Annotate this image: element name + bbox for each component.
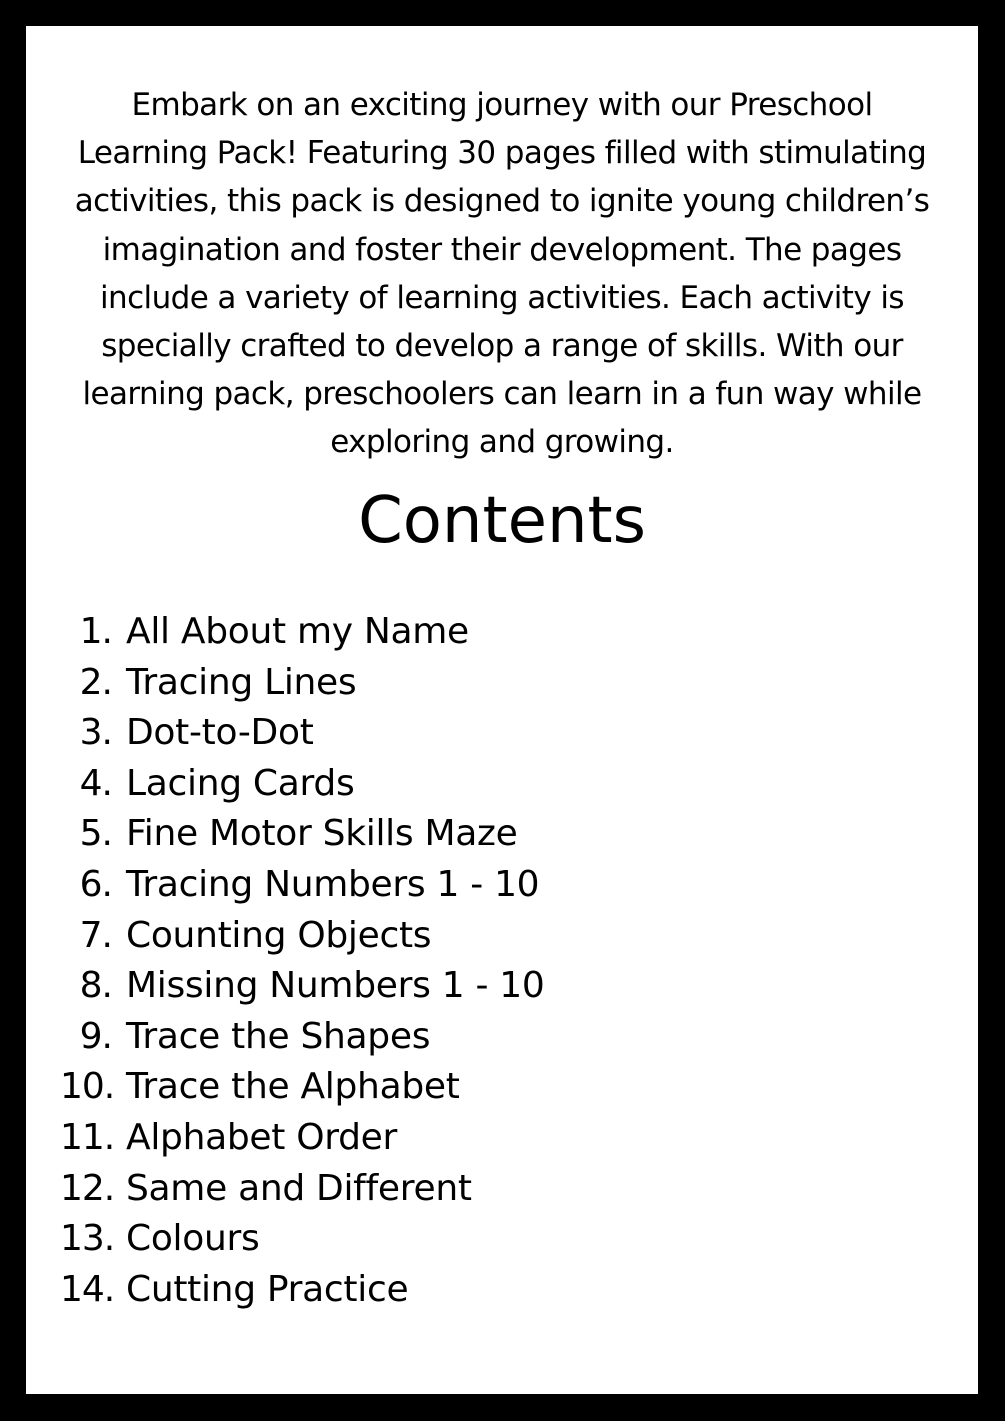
contents-list [60, 607, 760, 1315]
contents-item [60, 1164, 760, 1215]
item-number: 12. [60, 1167, 115, 1209]
item-title: Counting Objects [126, 914, 432, 956]
item-title: All About my Name [126, 611, 469, 652]
contents-item [60, 1265, 760, 1316]
item-number: 3. [79, 712, 112, 754]
item-number: 4. [79, 762, 112, 804]
contents-item [60, 759, 760, 810]
intro-paragraph [26, 81, 978, 467]
item-title: Colours [126, 1218, 260, 1260]
item-number: 5. [79, 813, 112, 855]
item-number: 7. [79, 914, 112, 956]
contents-item [60, 809, 760, 860]
item-number: 2. [79, 661, 112, 703]
contents-item [60, 708, 760, 759]
contents-item [60, 860, 760, 911]
item-title: Fine Motor Skills Maze [126, 813, 518, 855]
item-title: Same and Different [126, 1167, 472, 1209]
item-number: 9. [79, 1015, 112, 1057]
item-title: Alphabet Order [126, 1116, 398, 1158]
document-page [26, 26, 978, 1394]
item-title: Trace the Shapes [126, 1015, 431, 1057]
item-number: 1. [79, 611, 112, 652]
contents-item [60, 658, 760, 709]
item-title: Dot-to-Dot [126, 712, 314, 754]
item-title: Lacing Cards [126, 762, 355, 804]
intro-line: include a variety of learning activities. Each activity is [100, 279, 904, 316]
intro-line: exploring and growing. [330, 424, 674, 461]
contents-item [60, 1062, 760, 1113]
item-title: Trace the Alphabet [126, 1066, 460, 1108]
intro-line: Embark on an exciting journey with our Preschool [131, 87, 873, 123]
intro-line: Learning Pack! Featuring 30 pages filled with stimulating [77, 135, 927, 172]
item-number: 6. [79, 863, 112, 905]
item-title: Tracing Numbers 1 - 10 [126, 863, 540, 905]
item-title: Cutting Practice [126, 1268, 409, 1310]
intro-line: activities, this pack is designed to ignite young children’s [74, 183, 930, 220]
intro-line: specially crafted to develop a range of skills. With our [101, 328, 903, 365]
intro-line: imagination and foster their development. The pages [102, 231, 902, 268]
item-number: 8. [79, 965, 112, 1007]
item-title: Missing Numbers 1 - 10 [126, 965, 545, 1007]
item-number: 11. [60, 1116, 115, 1158]
contents-item [60, 1012, 760, 1063]
item-title: Tracing Lines [126, 661, 357, 703]
item-number: 10. [60, 1066, 115, 1108]
contents-item [60, 1214, 760, 1265]
intro-line: learning pack, preschoolers can learn in a fun way while [82, 376, 922, 413]
item-number: 14. [60, 1268, 115, 1310]
item-number: 13. [60, 1218, 115, 1260]
contents-heading: Contents [358, 484, 646, 558]
contents-item [60, 607, 760, 658]
contents-item [60, 911, 760, 962]
contents-item [60, 1113, 760, 1164]
contents-item [60, 961, 760, 1012]
